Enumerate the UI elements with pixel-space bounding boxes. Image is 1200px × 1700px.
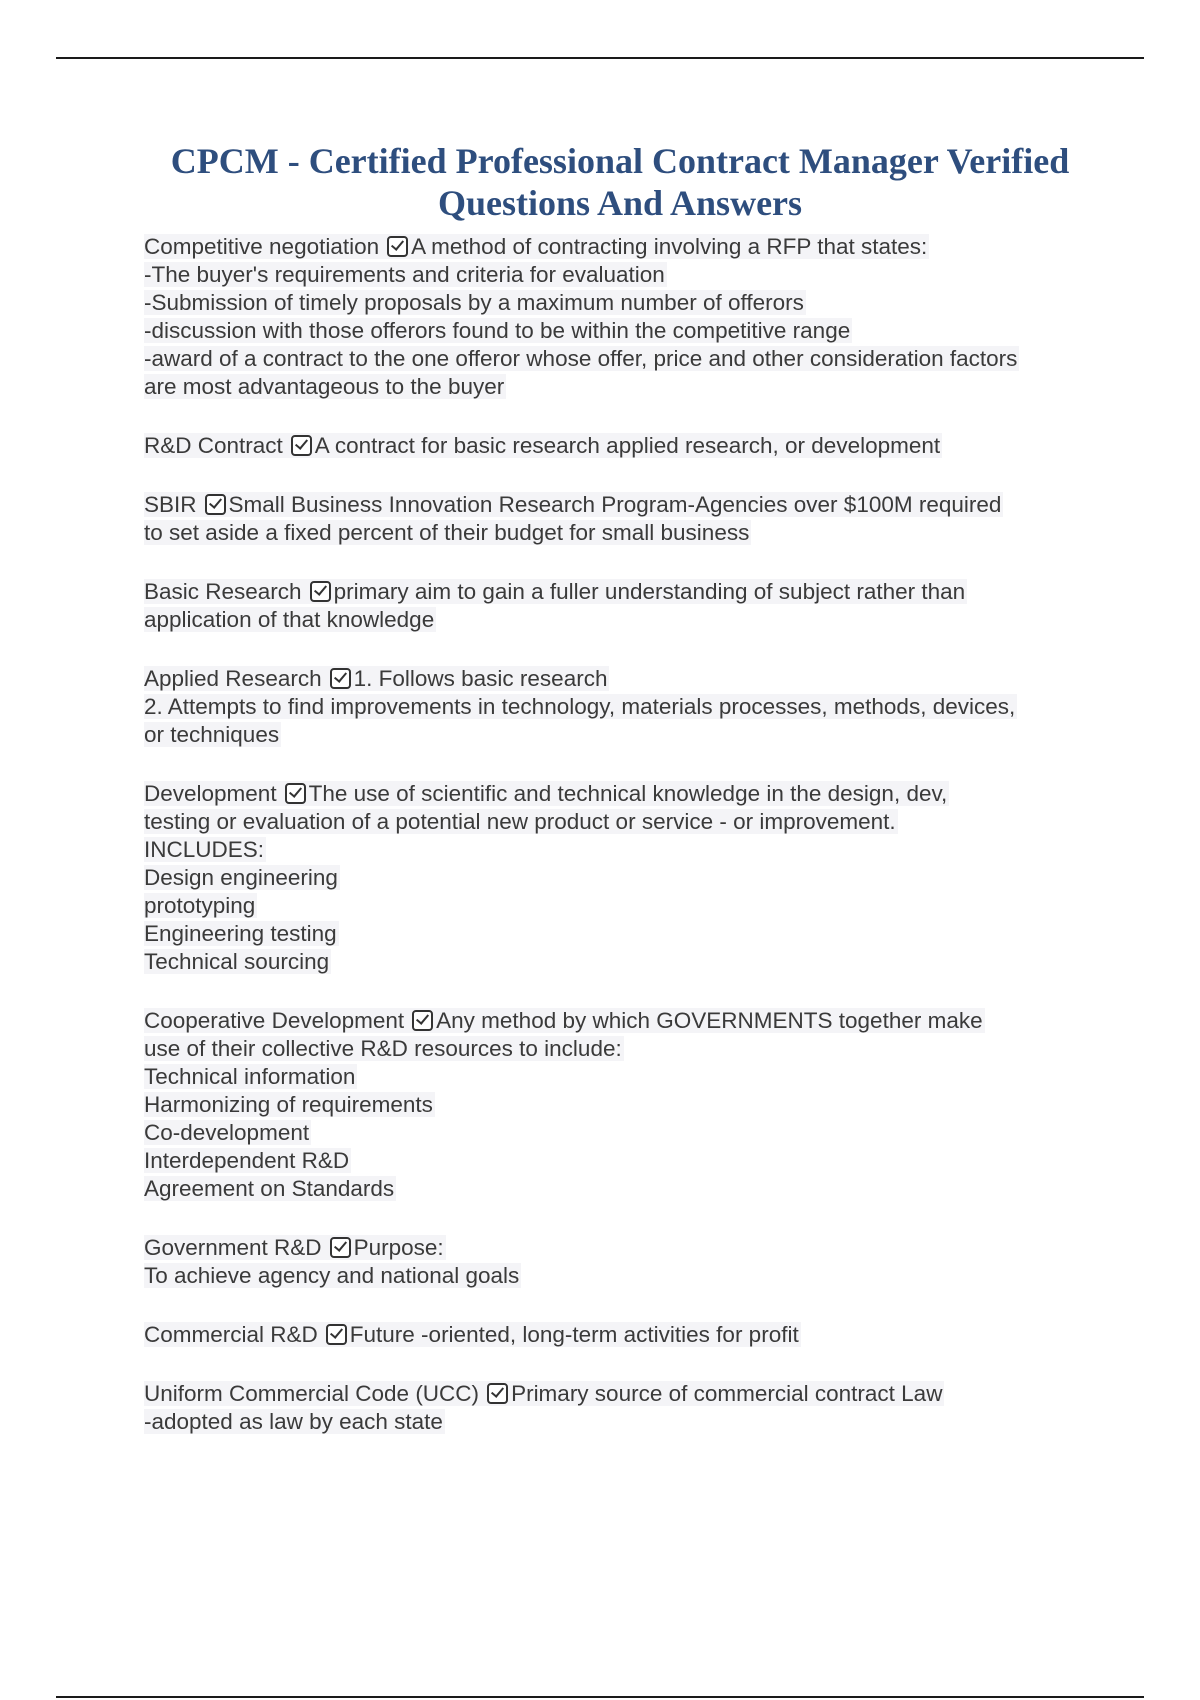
qa-first-line-text bbox=[144, 1381, 944, 1406]
qa-answer-line-text: -The buyer's requirements and criteria for evaluation bbox=[144, 262, 665, 287]
qa-term: Basic Research bbox=[144, 579, 302, 604]
qa-first-line-text bbox=[144, 1008, 985, 1033]
qa-first-line bbox=[144, 1380, 1089, 1408]
qa-entry bbox=[144, 1007, 1089, 1203]
qa-entry bbox=[144, 665, 1089, 749]
qa-first-line bbox=[144, 1234, 1089, 1262]
qa-term: R&D Contract bbox=[144, 433, 283, 458]
qa-first-line-text bbox=[144, 781, 949, 806]
checkbox-checked-icon bbox=[326, 1324, 347, 1345]
qa-first-line bbox=[144, 780, 1089, 808]
qa-answer-line bbox=[144, 1063, 1089, 1091]
qa-term: Development bbox=[144, 781, 277, 806]
checkbox-checked-icon bbox=[310, 581, 331, 602]
qa-answer-line bbox=[144, 1091, 1089, 1119]
qa-first-line bbox=[144, 665, 1089, 693]
qa-first-line-text bbox=[144, 1235, 446, 1260]
qa-entry bbox=[144, 1321, 1089, 1349]
top-divider bbox=[56, 57, 1144, 59]
bottom-divider bbox=[56, 1696, 1144, 1698]
qa-first-line-text bbox=[144, 666, 609, 691]
qa-answer-line-text: are most advantageous to the buyer bbox=[144, 374, 505, 399]
checkbox-checked-icon bbox=[205, 494, 226, 515]
qa-answer-line-text: use of their collective R&D resources to include: bbox=[144, 1036, 622, 1061]
qa-answer-line-text: application of that knowledge bbox=[144, 607, 435, 632]
qa-answer-line bbox=[144, 892, 1089, 920]
qa-answer: A contract for basic research applied research, or development bbox=[314, 433, 941, 458]
checkbox-checked-icon bbox=[291, 435, 312, 456]
qa-first-line-text bbox=[144, 579, 967, 604]
qa-answer-line-text: testing or evaluation of a potential new product or service - or improvement. bbox=[144, 809, 896, 834]
qa-entry bbox=[144, 1234, 1089, 1290]
qa-first-line bbox=[144, 432, 1089, 460]
checkbox-checked-icon bbox=[487, 1383, 508, 1404]
qa-answer: 1. Follows basic research bbox=[353, 666, 608, 691]
qa-first-line-text bbox=[144, 1322, 801, 1347]
qa-answer: A method of contracting involving a RFP that states: bbox=[411, 234, 928, 259]
qa-answer-line bbox=[144, 373, 1089, 401]
qa-list bbox=[144, 233, 1089, 1467]
qa-first-line-text bbox=[144, 234, 929, 259]
qa-answer-line-text: 2. Attempts to find improvements in technology, materials processes, methods, devices, bbox=[144, 694, 1016, 719]
qa-answer: Any method by which GOVERNMENTS together make bbox=[436, 1008, 983, 1033]
qa-answer: primary aim to gain a fuller understanding of subject rather than bbox=[333, 579, 966, 604]
qa-answer-line-text: Engineering testing bbox=[144, 921, 337, 946]
qa-answer-line bbox=[144, 1408, 1089, 1436]
qa-first-line bbox=[144, 233, 1089, 261]
qa-answer-line-text: Technical sourcing bbox=[144, 949, 330, 974]
qa-first-line bbox=[144, 491, 1089, 519]
checkbox-checked-icon bbox=[330, 668, 351, 689]
qa-first-line bbox=[144, 1321, 1089, 1349]
checkbox-checked-icon bbox=[330, 1237, 351, 1258]
qa-answer-line bbox=[144, 606, 1089, 634]
qa-answer-line-text: To achieve agency and national goals bbox=[144, 1263, 520, 1288]
qa-answer: Purpose: bbox=[353, 1235, 444, 1260]
qa-term: Commercial R&D bbox=[144, 1322, 318, 1347]
qa-answer-line-text: Harmonizing of requirements bbox=[144, 1092, 433, 1117]
qa-answer-line-text: Design engineering bbox=[144, 865, 338, 890]
qa-answer-line bbox=[144, 1175, 1089, 1203]
qa-answer-line bbox=[144, 261, 1089, 289]
qa-answer-line-text: INCLUDES: bbox=[144, 837, 265, 862]
qa-answer-line bbox=[144, 864, 1089, 892]
qa-answer-line bbox=[144, 1119, 1089, 1147]
qa-answer-line-text: Co-development bbox=[144, 1120, 310, 1145]
qa-answer-line-text: -adopted as law by each state bbox=[144, 1409, 443, 1434]
qa-entry bbox=[144, 780, 1089, 976]
qa-answer-line-text: Agreement on Standards bbox=[144, 1176, 395, 1201]
qa-entry bbox=[144, 578, 1089, 634]
qa-answer-line bbox=[144, 948, 1089, 976]
qa-first-line bbox=[144, 1007, 1089, 1035]
qa-first-line-text bbox=[144, 492, 1003, 517]
qa-entry bbox=[144, 233, 1089, 401]
qa-entry bbox=[144, 491, 1089, 547]
qa-answer: The use of scientific and technical knowledge in the design, dev, bbox=[308, 781, 948, 806]
qa-answer: Small Business Innovation Research Program-Agencies over $100M required bbox=[228, 492, 1002, 517]
qa-answer-line bbox=[144, 317, 1089, 345]
qa-entry bbox=[144, 1380, 1089, 1436]
qa-answer-line-text: Technical information bbox=[144, 1064, 356, 1089]
qa-term: Government R&D bbox=[144, 1235, 322, 1260]
qa-answer-line-text: -discussion with those offerors found to be within the competitive range bbox=[144, 318, 851, 343]
qa-answer: Primary source of commercial contract Law bbox=[511, 1381, 943, 1406]
qa-answer-line bbox=[144, 920, 1089, 948]
qa-answer-line-text: -award of a contract to the one offeror whose offer, price and other consideration factors bbox=[144, 346, 1018, 371]
checkbox-checked-icon bbox=[412, 1010, 433, 1031]
qa-first-line-text bbox=[144, 433, 942, 458]
qa-answer-line bbox=[144, 1035, 1089, 1063]
qa-entry bbox=[144, 432, 1089, 460]
qa-term: Uniform Commercial Code (UCC) bbox=[144, 1381, 480, 1406]
qa-answer: Future -oriented, long-term activities for profit bbox=[349, 1322, 799, 1347]
qa-answer-line bbox=[144, 289, 1089, 317]
document-title bbox=[140, 140, 1100, 224]
qa-answer-line-text: -Submission of timely proposals by a maximum number of offerors bbox=[144, 290, 804, 315]
title-line-1: CPCM - Certified Professional Contract Manager Verified bbox=[170, 141, 1070, 181]
checkbox-checked-icon bbox=[387, 236, 408, 257]
qa-answer-line bbox=[144, 519, 1089, 547]
qa-answer-line bbox=[144, 808, 1089, 836]
qa-answer-line bbox=[144, 345, 1089, 373]
qa-term: Applied Research bbox=[144, 666, 322, 691]
qa-answer-line-text: or techniques bbox=[144, 722, 280, 747]
title-line-2: Questions And Answers bbox=[437, 183, 803, 223]
qa-answer-line-text: to set aside a fixed percent of their budget for small business bbox=[144, 520, 750, 545]
qa-answer-line bbox=[144, 1147, 1089, 1175]
qa-term: Competitive negotiation bbox=[144, 234, 380, 259]
qa-term: Cooperative Development bbox=[144, 1008, 405, 1033]
qa-answer-line-text: prototyping bbox=[144, 893, 256, 918]
qa-answer-line bbox=[144, 1262, 1089, 1290]
qa-answer-line bbox=[144, 693, 1089, 721]
qa-answer-line bbox=[144, 721, 1089, 749]
checkbox-checked-icon bbox=[285, 783, 306, 804]
qa-first-line bbox=[144, 578, 1089, 606]
qa-answer-line-text: Interdependent R&D bbox=[144, 1148, 350, 1173]
qa-term: SBIR bbox=[144, 492, 197, 517]
qa-answer-line bbox=[144, 836, 1089, 864]
